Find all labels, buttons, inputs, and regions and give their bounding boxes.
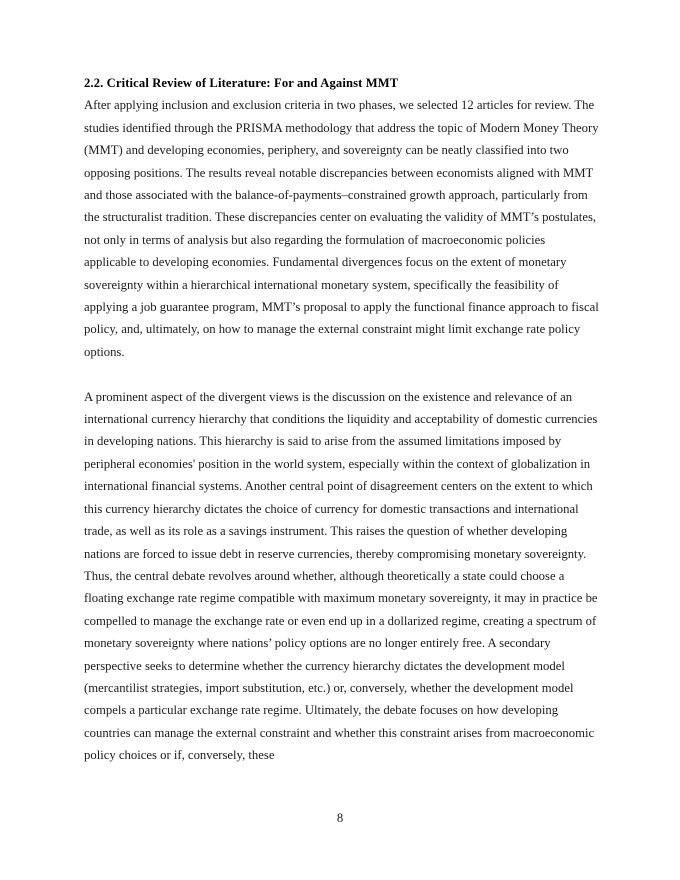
body-paragraph-2: A prominent aspect of the divergent views is the discussion on the existence and relevance of an international currency hierarchy that conditions the liquidity and acceptability of domestic currencies in developing nations. This hierarchy is said to arise from the assumed limitations imposed by peripheral economies' position in the world system, especially within the context of globalization in international financial systems. Another central point of disagreement centers on the extent to which this currency hierarchy dictates the choice of currency for domestic transactions and international trade, as well as its role as a savings instrument. This raises the question of whether developing nations are forced to issue debt in reserve currencies, thereby compromising monetary sovereignty. Thus, the central debate revolves around whether, although theoretically a state could choose a floating exchange rate regime compatible with maximum monetary sovereignty, it may in practice be compelled to manage the exchange rate or even end up in a dollarized regime, creating a spectrum of monetary sovereignty where nations’ policy options are no longer entirely free. A secondary perspective seeks to determine whether the currency hierarchy dictates the development model (mercantilist strategies, import substitution, etc.) or, conversely, whether the development model compels a particular exchange rate regime. Ultimately, the debate focuses on how developing countries can manage the external constraint and whether this constraint arises from macroeconomic policy choices or if, conversely, these — [84, 389, 598, 763]
page-number: 8 — [336, 811, 344, 825]
page-content-column — [84, 72, 599, 767]
section-heading: 2.2. Critical Review of Literature: For and Against MMT — [84, 76, 399, 90]
paragraph-spacer — [84, 363, 599, 385]
body-paragraph-1: After applying inclusion and exclusion criteria in two phases, we selected 12 articles for review. The studies identified through the PRISMA methodology that address the topic of Modern Money Theory (MMT) and developing economies, periphery, and sovereignty can be neatly classified into two opposing positions. The results reveal notable discrepancies between economists aligned with MMT and those associated with the balance-of-payments–constrained growth approach, particularly from the structuralist tradition. These discrepancies center on evaluating the validity of MMT’s postulates, not only in terms of analysis but also regarding the formulation of macroeconomic policies applicable to developing economies. Fundamental divergences focus on the extent of monetary sovereignty within a hierarchical international monetary system, specifically the feasibility of applying a job guarantee program, MMT’s proposal to apply the functional finance approach to fiscal policy, and, ultimately, on how to manage the external constraint might limit exchange rate policy options. — [84, 98, 599, 359]
